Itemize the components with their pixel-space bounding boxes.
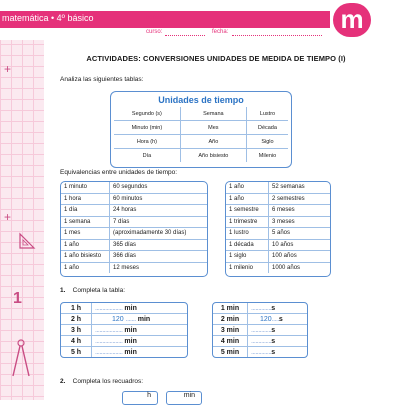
table-row [61,336,187,347]
hours-grid [61,303,187,357]
table-cell: Década [246,121,288,135]
table-cell: 60 segundos [110,182,208,193]
course-field[interactable] [165,35,205,36]
table-cell: 1000 años [269,262,331,273]
table-row [61,182,207,193]
answer-cell[interactable] [248,325,308,336]
subject-label: matemática • 4º básico [2,13,94,23]
question-number: 1. [60,287,66,294]
answer-box-minutes[interactable]: min [166,391,202,405]
table-cell: 3 meses [269,216,331,228]
row-label: 3 min [213,325,248,336]
table-cell: 100 años [269,251,331,263]
table-cell: 1 trimestre [226,216,269,228]
unit-label: s [271,337,276,345]
table-cell: 1 año [61,262,110,273]
equivalences-grid-right [226,182,330,273]
table-cell: 1 siglo [226,251,269,263]
question-text: Completa los recuadros: [72,378,144,385]
filled-answer: 120 [112,315,124,323]
table-row [226,193,330,205]
table-row [61,251,207,263]
table-row [61,205,207,217]
blank-line: .............. [251,304,272,312]
question-1 [60,287,125,294]
table-row [61,228,207,240]
equivalences-grid-left [61,182,207,273]
blank-line: .............. [251,348,272,356]
question-2 [60,378,143,385]
table-cell: 1 lustro [226,228,269,240]
table-row [61,193,207,205]
name-label: nombre [146,15,167,21]
plus-icon: + [4,62,12,76]
answer-cell[interactable] [92,325,188,336]
table-row [114,121,288,135]
row-label: 3 h [61,325,92,336]
table-cell: Segundo (s) [114,107,180,121]
answer-cell[interactable] [92,336,188,347]
answer-cell[interactable] [92,314,188,325]
blank-line: ................... [95,326,123,334]
answer-cell[interactable] [248,347,308,358]
equivalences-table-right [225,181,331,277]
unit-label: s [271,304,276,312]
worksheet-header [0,0,400,40]
table-cell: 6 meses [269,205,331,217]
equivalences-label: Equivalencias entre unidades de tiempo: [60,169,178,176]
table-row [226,216,330,228]
units-of-time-table [110,91,292,168]
table-row [226,251,330,263]
table-row [213,336,307,347]
table-cell: 60 minutos [110,193,208,205]
table-cell: 366 días [110,251,208,263]
blank-line: ................... [95,304,123,312]
row-label: 5 min [213,347,248,358]
table-cell: Año bisiesto [180,149,246,163]
table-row [213,347,307,358]
course-label: curso: [146,29,163,35]
table-cell: Lustro [246,107,288,121]
intro-instruction: Analiza las siguientes tablas: [60,76,144,83]
table-cell: 7 días [110,216,208,228]
minutes-grid [213,303,307,357]
row-label: 2 h [61,314,92,325]
table-cell: Mes [180,121,246,135]
units-grid [114,107,288,162]
row-label: 4 h [61,336,92,347]
brand-logo: m [333,3,371,37]
unit-label: s [271,326,276,334]
table-cell: Día [114,149,180,163]
filled-answer: 120 [260,315,272,323]
blank-line: ....... [125,315,136,323]
table-cell: 1 año [226,193,269,205]
table-row [114,107,288,121]
table-cell: 1 día [61,205,110,217]
table-cell: 1 mes [61,228,110,240]
table-row [226,205,330,217]
set-square-icon [18,232,36,250]
table-row [61,314,187,325]
plus-icon: + [4,210,12,224]
answer-box-hours[interactable]: h [122,391,158,405]
blank-line: ................... [95,337,123,345]
table-cell: 1 año [226,182,269,193]
answer-cell[interactable] [92,347,188,358]
table-row [61,325,187,336]
table-row [226,239,330,251]
unit-label: s [271,348,276,356]
blank-line: ..... [271,315,279,323]
decorative-grid-sidebar [0,0,44,400]
unit-label: min [124,348,137,356]
table-row [213,303,307,314]
date-field[interactable] [232,35,322,36]
table-cell: 52 semanas [269,182,331,193]
unit-label: min [124,304,137,312]
table-row [226,262,330,273]
row-label: 2 min [213,314,248,325]
table-row [213,314,307,325]
answer-cell[interactable] [248,303,308,314]
table-cell: (aproximadamente 30 días) [110,228,208,240]
table-cell: Año [180,135,246,149]
units-table-title: Unidades de tiempo [158,95,244,105]
row-label: 5 h [61,347,92,358]
table-cell: 1 año [61,239,110,251]
blank-line: .............. [251,326,272,334]
table-cell: Minuto (min) [114,121,180,135]
table-cell: 1 semestre [226,205,269,217]
table-cell: 1 hora [61,193,110,205]
date-label: fecha: [212,29,229,35]
table-cell: 10 años [269,239,331,251]
table-row [114,135,288,149]
table-row [61,303,187,314]
table-row [61,347,187,358]
table-cell: Hora (h) [114,135,180,149]
table-row [114,149,288,163]
blank-line: ................... [95,348,123,356]
table-cell: 12 meses [110,262,208,273]
row-label: 4 min [213,336,248,347]
unit-label: min [124,337,137,345]
question-text: Completa la tabla: [72,287,126,294]
table-row [213,325,307,336]
row-label: 1 h [61,303,92,314]
page-number: 1 [13,290,22,307]
answer-cell[interactable] [92,303,188,314]
table-cell: 24 horas [110,205,208,217]
unit-label: min [137,315,151,323]
table-cell: Siglo [246,135,288,149]
table-cell: Semana [180,107,246,121]
table-row [61,239,207,251]
table-cell: 1 año bisiesto [61,251,110,263]
table-cell: 1 semana [61,216,110,228]
equivalences-table-left [60,181,208,277]
answer-cell[interactable] [248,336,308,347]
unit-label: s [278,315,283,323]
table-cell: 365 días [110,239,208,251]
compass-icon [10,338,32,378]
table-row [61,216,207,228]
table-row [226,182,330,193]
answer-cell[interactable] [248,314,308,325]
table-row [61,262,207,273]
table-cell: 5 años [269,228,331,240]
question-number: 2. [60,378,66,385]
table-cell: 2 semestres [269,193,331,205]
minutes-to-seconds-table [212,302,308,358]
row-label: 1 min [213,303,248,314]
unit-label: min [124,326,137,334]
page-title: ACTIVIDADES: CONVERSIONES UNIDADES DE MEDIDA DE TIEMPO (I) [86,54,346,63]
table-row [226,228,330,240]
table-cell: 1 década [226,239,269,251]
blank-line: .............. [251,337,272,345]
table-cell: 1 milenio [226,262,269,273]
table-cell: 1 minuto [61,182,110,193]
name-field[interactable] [170,21,322,22]
table-cell: Milenio [246,149,288,163]
hours-to-minutes-table [60,302,188,358]
